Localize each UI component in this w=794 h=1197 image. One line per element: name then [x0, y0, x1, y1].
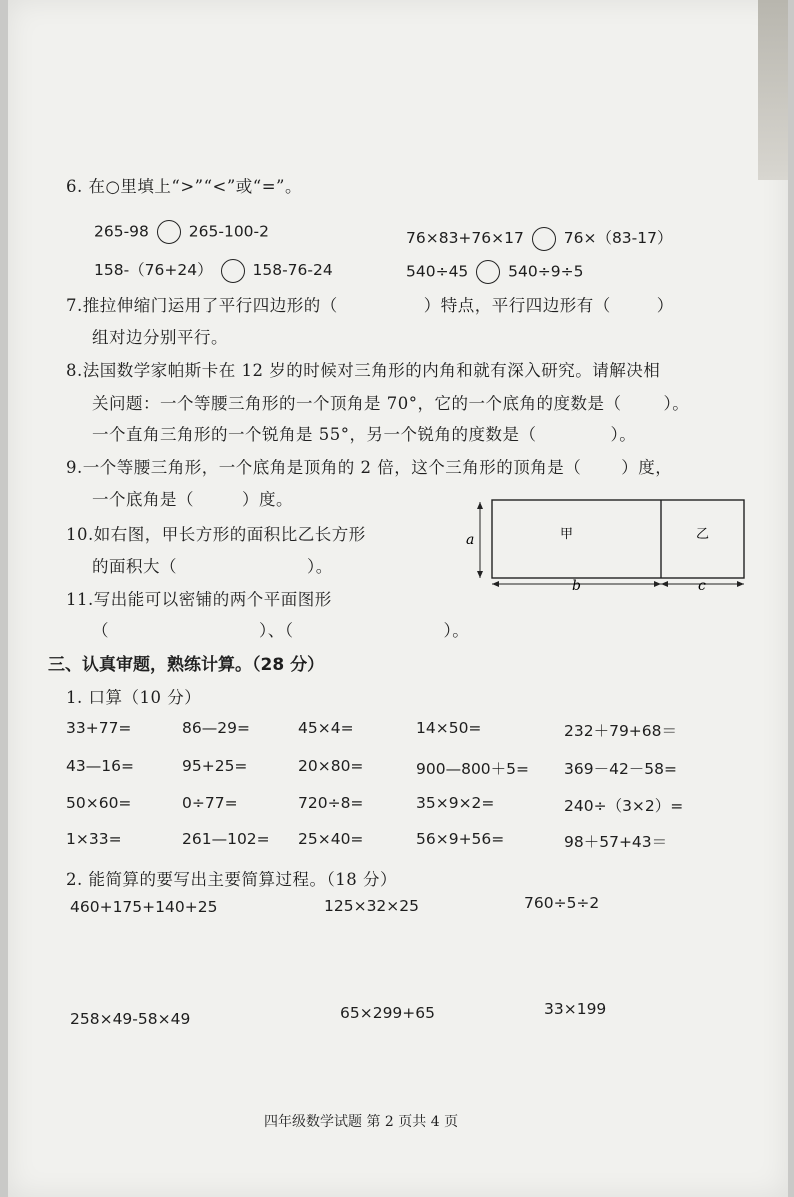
paper-corner-shadow [758, 0, 788, 180]
oral-r1c1: 33+77= [66, 719, 132, 737]
q9-line-1 [66, 454, 672, 478]
oral-title: 1. 口算（10 分） [66, 688, 202, 707]
q6-item-4-right: 540÷9÷5 [508, 262, 584, 281]
oral-r2c1: 43—16= [66, 757, 134, 775]
q9-text-b: ）度， [621, 458, 673, 477]
oral-r3c4: 35×9×2= [416, 794, 495, 812]
oral-r4c5: 98＋57+43＝ [564, 833, 668, 851]
arrow-b-right [654, 581, 661, 587]
exam-paper [8, 0, 788, 1197]
oral-r1c5: 232＋79+68＝ [564, 722, 678, 740]
oral-r4c1: 1×33= [66, 830, 122, 848]
q8-text-a: 关问题：一个等腰三角形的一个顶角是 70°，它的一个底角的度数是（ [92, 394, 622, 413]
q10-text-b: ）。 [307, 557, 333, 576]
q7-text-c: ） [656, 296, 674, 315]
simplify-r1c1: 460+175+140+25 [70, 898, 218, 916]
arrow-c-right [737, 581, 744, 587]
simplify-r2c3: 33×199 [544, 1000, 607, 1018]
simplify-title: 2. 能简算的要写出主要简算过程。（18 分） [66, 870, 397, 889]
q11-line-2 [92, 617, 469, 641]
q6-title: 6. 在○里填上“>”“<”或“=”。 [66, 177, 302, 196]
simplify-r1c3: 760÷5÷2 [524, 894, 600, 912]
arrow-c-left [661, 581, 668, 587]
q8-text-c: 一个直角三角形的一个锐角是 55°，另一个锐角的度数是（ [92, 425, 537, 444]
page-footer: 四年级数学试题 第 2 页共 4 页 [264, 1114, 459, 1130]
arrow-a-top [477, 502, 483, 509]
compare-circle-3[interactable] [221, 259, 245, 283]
q9-text-a: 9.一个等腰三角形，一个底角是顶角的 2 倍，这个三角形的顶角是（ [66, 458, 582, 477]
simplify-r1c2: 125×32×25 [324, 897, 420, 915]
oral-r4c4: 56×9+56= [416, 830, 505, 848]
q6-item-2 [406, 226, 672, 251]
q8-line-1: 8.法国数学家帕斯卡在 12 岁的时候对三角形的内角和就有深入研究。请解决相 [66, 361, 661, 380]
label-c: c [698, 578, 706, 594]
q9-text-c: 一个底角是（ [92, 490, 194, 509]
q11-text-b: ）、（ [259, 621, 294, 640]
q9-text-d: ）度。 [242, 490, 293, 509]
label-a: a [466, 532, 475, 548]
q6-item-2-right: 76×（83-17） [563, 229, 673, 247]
q7-text-a: 7.推拉伸缩门运用了平行四边形的（ [66, 296, 338, 315]
compare-circle-4[interactable] [476, 260, 500, 284]
q6-item-2-left: 76×83+76×17 [406, 229, 524, 247]
q7-line-2: 组对边分别平行。 [92, 328, 228, 347]
oral-r1c4: 14×50= [416, 719, 482, 737]
label-b: b [572, 578, 581, 594]
q8-line-3 [92, 421, 636, 445]
oral-r3c5: 240÷（3×2）= [564, 797, 684, 815]
oral-r3c3: 720÷8= [298, 794, 364, 812]
arrow-b-left [492, 581, 499, 587]
label-jia: 甲 [560, 527, 574, 542]
q6-item-1 [94, 220, 269, 244]
oral-r2c2: 95+25= [182, 757, 248, 775]
q6-item-1-left: 265-98 [94, 222, 149, 241]
q9-line-2 [92, 486, 293, 510]
q11-text-a: （ [92, 621, 109, 640]
rectangles-figure [464, 494, 754, 594]
label-yi: 乙 [696, 527, 710, 542]
q7-text-b: ）特点，平行四边形有（ [423, 296, 611, 315]
simplify-r2c2: 65×299+65 [340, 1004, 436, 1022]
q10-line-1: 10.如右图，甲长方形的面积比乙长方形 [66, 525, 366, 544]
q10-text-a: 的面积大（ [92, 557, 177, 576]
q8-text-d: ）。 [610, 425, 637, 444]
oral-r4c3: 25×40= [298, 830, 364, 848]
oral-r3c2: 0÷77= [182, 794, 238, 812]
oral-r4c2: 261—102= [182, 830, 270, 848]
simplify-r2c1: 258×49-58×49 [70, 1010, 191, 1028]
q8-text-b: ）。 [663, 394, 690, 413]
q11-text-c: ）。 [443, 621, 470, 640]
q8-line-2 [92, 390, 689, 414]
q6-item-4 [406, 260, 583, 284]
q6-item-3 [94, 258, 333, 283]
q6-item-3-left: 158-（76+24） [94, 261, 213, 279]
q10-line-2 [92, 553, 333, 577]
q11-line-1: 11.写出能可以密铺的两个平面图形 [66, 590, 332, 609]
q6-item-4-left: 540÷45 [406, 262, 469, 281]
section-3-title: 三、认真审题，熟练计算。（28 分） [48, 655, 325, 675]
compare-circle-1[interactable] [157, 220, 181, 244]
oral-r2c3: 20×80= [298, 757, 364, 775]
oral-r2c5: 369－42－58= [564, 760, 678, 778]
arrow-a-bottom [477, 571, 483, 578]
q6-item-3-right: 158-76-24 [252, 261, 333, 279]
oral-r1c2: 86—29= [182, 719, 250, 737]
compare-circle-2[interactable] [532, 227, 556, 251]
q6-item-1-right: 265-100-2 [188, 222, 269, 241]
q7-line-1 [66, 292, 674, 316]
oral-r2c4: 900—800＋5= [416, 760, 530, 778]
oral-r1c3: 45×4= [298, 719, 354, 737]
oral-r3c1: 50×60= [66, 794, 132, 812]
